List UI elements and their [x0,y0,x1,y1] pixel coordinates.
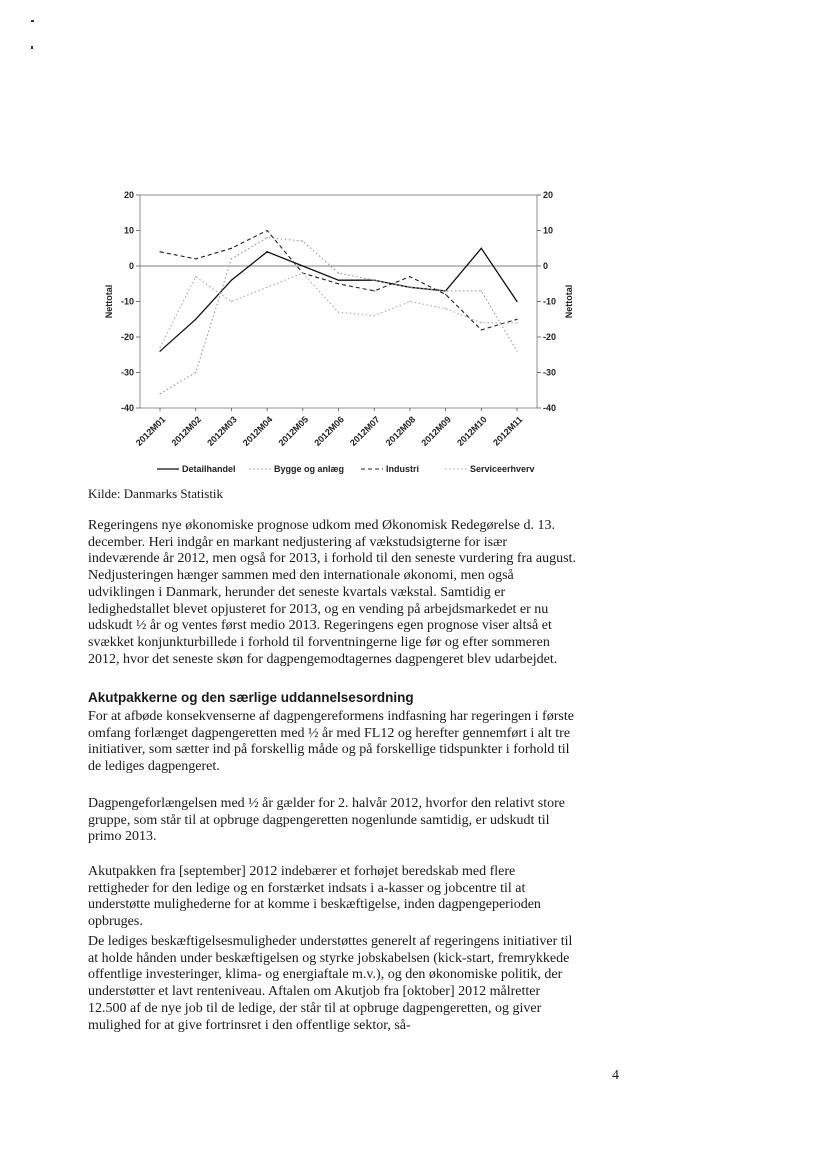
paragraph-2: For at afbøde konsekvenserne af dagpengereformens indfasning har regeringen i første omfang forlænget dagpengeretten med ½ år med FL12 og herefter gennemført i alt tre initiativer, som sætter ind på forskellig måde og på forskellige tidspunkter i forhold til de lediges dagpengeret. [88,709,574,775]
data-point [267,251,268,252]
x-tick-label: 2012M04 [240,414,275,448]
x-tick-label: 2012M02 [169,414,204,448]
x-tick-label: 2012M10 [455,414,489,448]
data-point [159,351,160,352]
y-tick-label-left: 10 [123,225,134,236]
data-point [481,322,482,323]
data-point [302,273,303,274]
data-point [445,308,446,309]
x-tick-label: 2012M03 [205,414,239,448]
legend-label: Detailhandel [182,464,236,474]
y-tick-label-right: 0 [543,261,549,271]
x-tick-label: 2012M11 [491,414,525,448]
legend-label: Serviceerhverv [470,464,535,474]
data-point [231,258,232,259]
data-point [195,319,196,320]
data-point [231,301,232,302]
x-tick-label: 2012M01 [133,414,168,448]
y-tick-label-left: -30 [120,367,134,378]
data-point [338,273,339,274]
data-point [374,280,375,281]
data-point [481,329,482,330]
data-point [481,290,482,291]
paragraph-5: De lediges beskæftigelsesmuligheder understøttes generelt af regeringens initiativer til at holde hånden under beskæftigelsen og styrke jobskabelsen (kick-start, fremrykkede offentlige investeringer, klima- og energiaftale m.v.), og den økonomiske politik, der understøtter et lavt renteniveau. Aftalen om Akutjob fra [oktober] 2012 målretter 12.500 af de nye job til de ledige, der står til at opbruge dagpengeretten, og giver mulighed for at give fortrinsret i den offentlige sektor, så- [88,934,573,1033]
section-heading: Akutpakkerne og den særlige uddannelsesordning [88,690,414,705]
data-point [409,301,410,302]
data-point [267,287,268,288]
y-tick-label-right: -30 [543,367,557,378]
paragraph-3: Dagpengeforlængelsen med ½ år gælder for 2. halvår 2012, hvorfor den relativt store gruppe, som står til at opbruge dagpengeretten nogenlunde samtidig, er udskudt til primo 2013. [88,796,566,845]
data-point [195,276,196,277]
y-tick-label-right: 20 [543,190,554,200]
data-point [374,290,375,291]
y-axis-label-left: Nettotal [104,284,114,319]
data-point [195,372,196,373]
y-tick-label-left: -40 [120,403,134,413]
legend-label: Bygge og anlæg [274,464,345,474]
scan-speck [31,46,33,49]
x-tick-label: 2012M08 [383,414,418,448]
series-line-bygge-og-anlæg [160,238,517,394]
data-point [267,230,268,231]
chart-source: Kilde: Danmarks Statistik [88,486,224,501]
data-point [302,241,303,242]
data-point [302,265,303,266]
x-tick-label: 2012M09 [419,414,454,448]
x-tick-label: 2012M06 [312,414,346,448]
x-tick-label: 2012M07 [348,414,382,448]
page-number: 4 [612,1068,619,1083]
y-tick-label-left: 20 [123,190,134,200]
scan-speck [31,20,34,22]
data-point [231,280,232,281]
data-point [409,287,410,288]
data-point [516,322,517,323]
line-chart [95,185,575,485]
data-point [516,319,517,320]
y-tick-label-right: -10 [543,296,557,307]
paragraph-4: Akutpakken fra [september] 2012 indebærer et forhøjet beredskab med flere rettigheder for den ledige og en forstærket indsats i a-kasser og jobcentre til at understøtte mulighederne for at komme i beskæftigelse, inden dagpengeperioden opbruges. [88,864,541,930]
plot-frame [140,195,537,408]
data-point [409,276,410,277]
data-point [159,393,160,394]
data-point [231,248,232,249]
data-point [445,290,446,291]
data-point [516,351,517,352]
legend-label: Industri [386,464,419,474]
data-point [374,315,375,316]
data-point [195,258,196,259]
data-point [267,237,268,238]
data-point [159,251,160,252]
y-tick-label-left: 0 [128,261,134,271]
y-tick-label-left: -20 [120,332,134,342]
series-line-detailhandel [160,248,517,351]
y-tick-label-right: 10 [543,225,554,236]
data-point [481,248,482,249]
data-point [338,283,339,284]
x-tick-label: 2012M05 [276,414,311,448]
y-axis-label-right: Nettotal [564,284,574,319]
y-tick-label-right: -40 [543,403,557,413]
data-point [159,347,160,348]
paragraph-1: Regeringens nye økonomiske prognose udkom med Økonomisk Redegørelse d. 13. december. Heri indgår en markant nedjustering af vækstudsigterne for især indeværende år 2012, men også for 2013, i forhold til den seneste vurdering fra august. Nedjusteringen hænger sammen med den internationale økonomi, men også udviklingen i Danmark, herunder det seneste kvartals vækstal. Samtidig er ledighedstallet blevet opjusteret for 2013, og en vending på arbejdsmarkedet er nu udskudt ½ år og ventes først medio 2013. Regeringens egen prognose viser altså et svækket konjunkturbillede i forhold til forventningerne lige før og efter sommeren 2012, hvor det seneste skøn for dagpengemodtagernes dagpengeret blev udarbejdet. [88,518,576,667]
data-point [445,294,446,295]
y-tick-label-right: -20 [543,332,557,342]
data-point [338,312,339,313]
data-point [338,280,339,281]
data-point [516,301,517,302]
y-tick-label-left: -10 [120,296,134,307]
